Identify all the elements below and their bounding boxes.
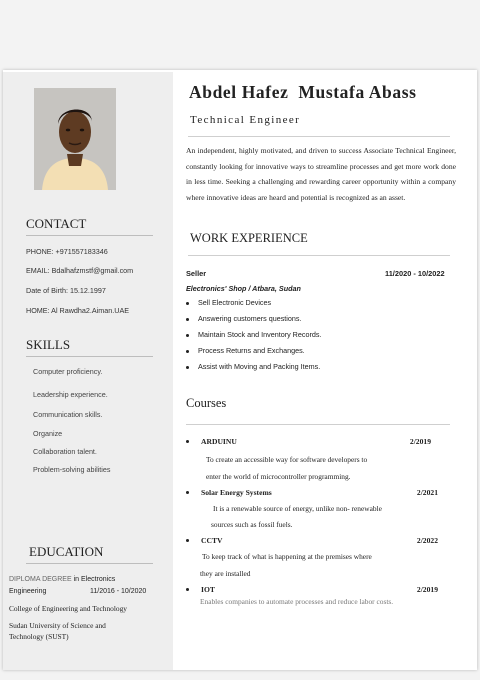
course-desc: enter the world of microcontroller programming. <box>206 472 351 481</box>
course-desc: To keep track of what is happening at the premises where <box>202 552 372 561</box>
profile-photo <box>34 88 116 190</box>
work-divider <box>188 255 450 256</box>
full-name: Abdel Hafez Mustafa Abass <box>189 82 417 102</box>
skill-item: Problem-solving abilities <box>33 465 111 474</box>
education-dates: 11/2016 - 10/2020 <box>90 588 147 595</box>
skill-item: Collaboration talent. <box>33 447 97 456</box>
bullet-icon <box>186 334 189 337</box>
contact-heading: CONTACT <box>26 216 87 231</box>
skill-item: Communication skills. <box>33 410 103 419</box>
course-desc: Enables companies to automate processes and reduce labor costs. <box>200 597 394 606</box>
education-degree <box>9 574 115 585</box>
duty-item: Maintain Stock and Inventory Records. <box>186 330 321 339</box>
job-role: Seller <box>186 269 207 278</box>
job-dates: 11/2020 - 10/2022 <box>385 269 445 278</box>
skills-divider <box>26 356 153 357</box>
skill-item: Leadership experience. <box>33 390 108 399</box>
bullet-icon <box>186 588 189 591</box>
profile-summary: An independent, highly motivated, and driven to success Associate Technical Engineer, constantly looking for innovative ways to streamline processes and get more work done in less time. Seeking a challenging and rewarding career opportunity within a company where innovative ideas are heard and potential is recognized as an asset. <box>186 146 456 202</box>
duty-item: Sell Electronic Devices <box>186 298 271 307</box>
bullet-icon <box>186 350 189 353</box>
duty-item: Assist with Moving and Packing Items. <box>186 362 320 371</box>
title-divider <box>188 136 450 137</box>
education-university-line2: Technology (SUST) <box>9 632 69 641</box>
education-university-line1: Sudan University of Science and <box>9 621 106 630</box>
contact-dob: Date of Birth: 15.12.1997 <box>26 286 106 295</box>
degree-label: DIPLOMA DEGREE <box>9 576 72 583</box>
bullet-icon <box>186 539 189 542</box>
work-heading: WORK EXPERIENCE <box>190 231 308 245</box>
bullet-icon <box>186 302 189 305</box>
education-college: College of Engineering and Technology <box>9 604 127 613</box>
contact-divider <box>26 235 153 236</box>
courses-divider <box>186 424 450 425</box>
job-company: Electronics' Shop / Atbara, Sudan <box>186 284 301 293</box>
bullet-icon <box>186 318 189 321</box>
skill-item: Computer proficiency. <box>33 367 103 376</box>
education-heading: EDUCATION <box>29 544 104 559</box>
contact-phone: PHONE: +971557183346 <box>26 247 108 256</box>
skill-item: Organize <box>33 429 63 438</box>
contact-home: HOME: Al Rawdha2.Aiman.UAE <box>26 306 130 315</box>
course-desc: sources such as fossil fuels. <box>211 520 293 529</box>
degree-field: in Electronics <box>71 576 116 583</box>
education-field-line2: Engineering <box>9 588 47 595</box>
courses-heading: Courses <box>186 396 227 410</box>
job-title: Technical Engineer <box>190 114 301 126</box>
course-desc: It is a renewable source of energy, unlike non- renewable <box>213 504 382 513</box>
duty-item: Answering customers questions. <box>186 314 301 323</box>
education-divider <box>26 563 153 564</box>
skills-heading: SKILLS <box>26 337 71 352</box>
course-desc: they are installed <box>200 569 251 578</box>
bullet-icon <box>186 491 189 494</box>
course-desc: To create an accessible way for software developers to <box>206 455 368 464</box>
bullet-icon <box>186 366 189 369</box>
bullet-icon <box>186 440 189 443</box>
duty-item: Process Returns and Exchanges. <box>186 346 305 355</box>
contact-email: EMAIL: Bdalhafzmstf@gmail.com <box>26 266 134 275</box>
